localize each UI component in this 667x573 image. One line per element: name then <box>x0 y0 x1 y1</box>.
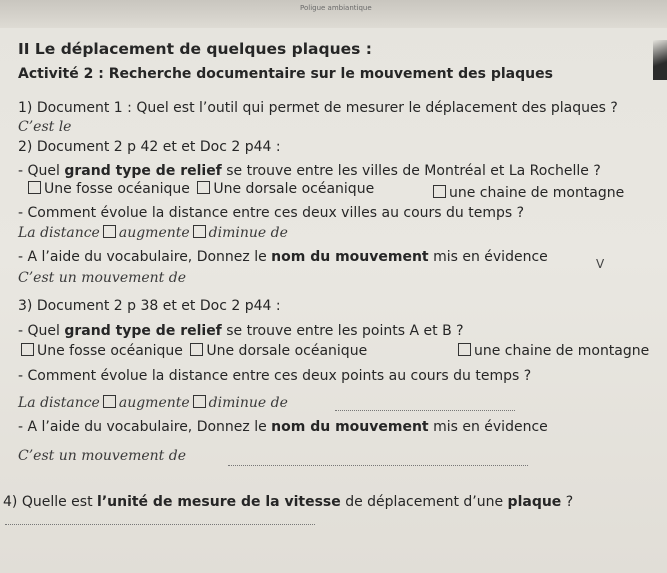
answer-dotted-line <box>228 465 528 466</box>
question-3-heading: 3) Document 2 p 38 et et Doc 2 p44 : <box>18 298 281 314</box>
question-2-distance-answer: La distance augmente diminue de <box>18 225 288 241</box>
question-3-relief: - Quel grand type de relief se trouve entre les points A et B ? <box>18 323 464 339</box>
question-1: 1) Document 1 : Quel est l’outil qui permet de mesurer le déplacement des plaques ? <box>18 100 618 116</box>
option-label: une chaine de montagne <box>474 343 650 359</box>
checkbox[interactable] <box>433 185 446 198</box>
question-2-options <box>25 181 374 197</box>
option-label: Une dorsale océanique <box>213 181 375 197</box>
margin-check-mark: V <box>596 257 605 271</box>
page-edge-shadow <box>653 40 667 80</box>
checkbox[interactable] <box>103 395 116 408</box>
answer-dotted-line <box>5 524 315 525</box>
question-3-option-3 <box>455 343 649 359</box>
header-small-text: Poligue ambiantique <box>300 4 372 12</box>
checkbox[interactable] <box>193 225 206 238</box>
checkbox[interactable] <box>190 343 203 356</box>
question-2-option-3 <box>430 185 624 201</box>
question-3-vocab-answer: C’est un mouvement de <box>18 448 187 464</box>
question-1-answer: C’est le <box>18 119 72 135</box>
question-3-distance-answer: La distance augmente diminue de <box>18 395 288 411</box>
checkbox[interactable] <box>458 343 471 356</box>
question-2-distance: - Comment évolue la distance entre ces deux villes au cours du temps ? <box>18 205 525 221</box>
checkbox[interactable] <box>197 181 210 194</box>
question-3-options <box>18 343 367 359</box>
activity-title: Activité 2 : Recherche documentaire sur le mouvement des plaques <box>18 66 553 82</box>
question-2-heading: 2) Document 2 p 42 et et Doc 2 p44 : <box>18 139 281 155</box>
checkbox[interactable] <box>21 343 34 356</box>
question-2-vocab: - A l’aide du vocabulaire, Donnez le nom du mouvement mis en évidence <box>18 249 548 265</box>
question-3-distance: - Comment évolue la distance entre ces deux points au cours du temps ? <box>18 368 532 384</box>
option-label: Une fosse océanique <box>44 181 190 197</box>
section-title: II Le déplacement de quelques plaques : <box>18 40 372 58</box>
question-4: 4) Quelle est l’unité de mesure de la vitesse de déplacement d’une plaque ? <box>3 494 574 510</box>
answer-dotted-line <box>335 410 515 411</box>
option-label: une chaine de montagne <box>449 185 625 201</box>
checkbox[interactable] <box>103 225 116 238</box>
checkbox[interactable] <box>193 395 206 408</box>
checkbox[interactable] <box>28 181 41 194</box>
question-2-relief: - Quel grand type de relief se trouve entre les villes de Montréal et La Rochelle ? <box>18 163 601 179</box>
option-label: Une dorsale océanique <box>206 343 368 359</box>
option-label: Une fosse océanique <box>37 343 183 359</box>
question-2-vocab-answer: C’est un mouvement de <box>18 270 187 286</box>
question-3-vocab: - A l’aide du vocabulaire, Donnez le nom du mouvement mis en évidence <box>18 419 548 435</box>
